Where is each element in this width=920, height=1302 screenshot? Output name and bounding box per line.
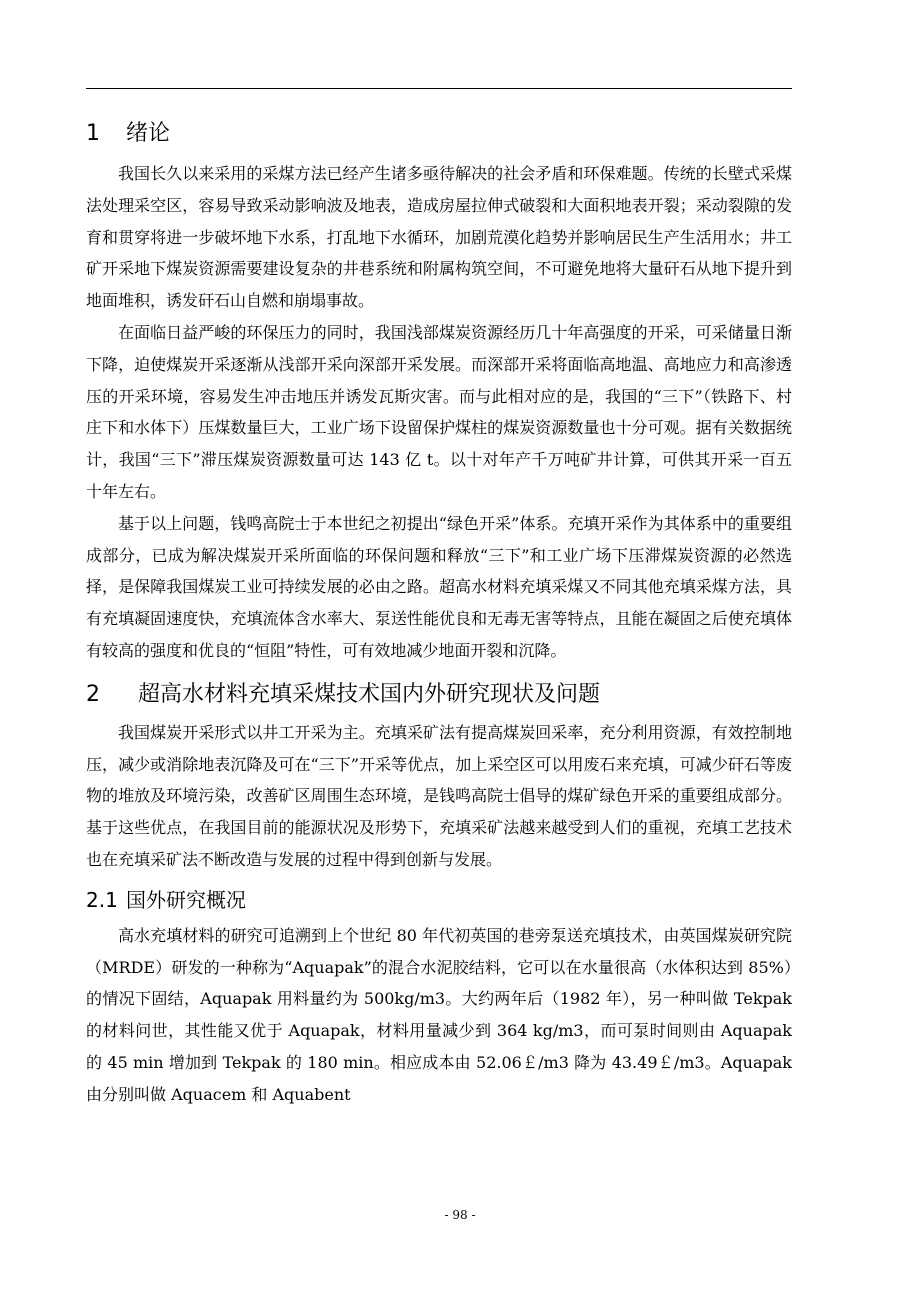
- paragraph: 基于以上问题，钱鸣高院士于本世纪之初提出“绿色开采”体系。充填开采作为其体系中的重要组成部分，已成为解决煤炭开采所面临的环保问题和释放“三下”和工业广场下压滞煤炭资源的必然选择，是保障我国煤炭工业可持续发展的必由之路。超高水材料充填采煤又不同其他充填采煤方法，具有充填凝固速度快，充填流体含水率大、泵送性能优良和无毒无害等特点，且能在凝固之后使充填体有较高的强度和优良的“恒阻”特性，可有效地减少地面开裂和沉降。: [86, 513, 792, 660]
- section-number: 2.1: [86, 887, 118, 912]
- section-title: 超高水材料充填采煤技术国内外研究现状及问题: [138, 681, 601, 707]
- subsection-heading-2-1: [86, 880, 792, 920]
- section-number: 2: [86, 681, 100, 707]
- paragraph: 我国长久以来采用的采煤方法已经产生诸多亟待解决的社会矛盾和环保难题。传统的长壁式采煤法处理采空区，容易导致采动影响波及地表，造成房屋拉伸式破裂和大面积地表开裂；采动裂隙的发育和贯穿将进一步破坏地下水系，打乱地下水循环，加剧荒漠化趋势并影响居民生产生活用水；井工矿开采地下煤炭资源需要建设复杂的井巷系统和附属构筑空间，不可避免地将大量矸石从地下提升到地面堆积，诱发矸石山自燃和崩塌事故。: [86, 164, 792, 311]
- document-body: [86, 112, 792, 1111]
- section-heading-1: [86, 112, 792, 156]
- section-number: 1: [86, 121, 100, 146]
- section-title: 绪论: [126, 121, 171, 146]
- section-heading-2: [86, 673, 792, 717]
- section-title: 国外研究概况: [126, 887, 246, 912]
- paragraph: 在面临日益严峻的环保压力的同时，我国浅部煤炭资源经历几十年高强度的开采，可采储量日渐下降，迫使煤炭开采逐渐从浅部开采向深部开采发展。而深部开采将面临高地温、高地应力和高渗透压的开采环境，容易发生冲击地压并诱发瓦斯灾害。而与此相对应的是，我国的“三下”（铁路下、村庄下和水体下）压煤数量巨大，工业广场下设留保护煤柱的煤炭资源数量也十分可观。据有关数据统计，我国“三下”滞压煤炭资源数量可达 143 亿 t。以十对年产千万吨矿井计算，可供其开采一百五十年左右。: [86, 322, 792, 501]
- page-number: - 98 -: [444, 1208, 476, 1222]
- paragraph: 我国煤炭开采形式以井工开采为主。充填采矿法有提高煤炭回采率，充分利用资源，有效控制地压，减少或消除地表沉降及可在“三下”开采等优点，加上采空区可以用废石来充填，可减少矸石等废物的堆放及环境污染，改善矿区周围生态环境，是钱鸣高院士倡导的煤矿绿色开采的重要组成部分。基于这些优点，在我国目前的能源状况及形势下，充填采矿法越来越受到人们的重视，充填工艺技术也在充填采矿法不断改造与发展的过程中得到创新与发展。: [86, 722, 792, 869]
- header-rule: [86, 88, 792, 89]
- paragraph: 高水充填材料的研究可追溯到上个世纪 80 年代初英国的巷旁泵送充填技术，由英国煤炭研究院（MRDE）研发的一种称为“Aquapak”的混合水泥胶结料，它可以在水量很高（水体积达到 85%）的情况下固结，Aquapak 用料量约为 500kg/m3。大约两年后（1982 年），另一种叫做 Tekpak 的材料问世，其性能又优于 Aquapak，材料用量减少到 364 kg/m3，而可泵时间则由 Aquapak 的 45 min 增加到 Tekpak 的 180 min。相应成本由 52.06￡/m3 降为 43.49￡/m3。Aquapak 由分别叫做 Aquacem 和 Aquabent: [86, 925, 792, 1104]
